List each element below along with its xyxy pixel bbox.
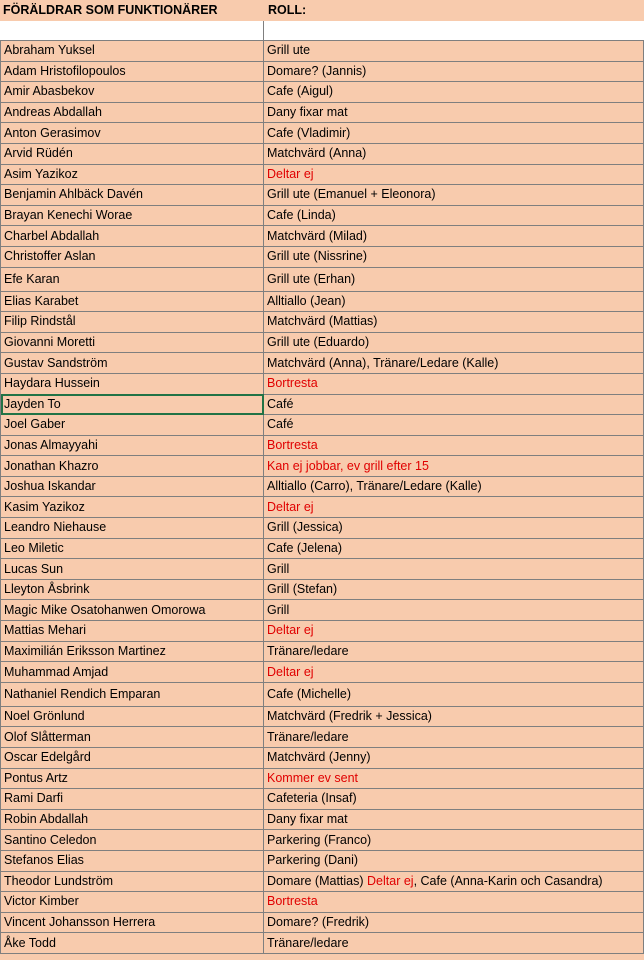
table-row (1, 226, 644, 247)
role-text: Café (267, 396, 294, 411)
role-cell[interactable] (264, 332, 644, 353)
table-row (1, 809, 644, 830)
role-cell[interactable] (264, 871, 644, 892)
table-row (1, 579, 644, 600)
role-cell[interactable] (264, 748, 644, 769)
name-cell[interactable]: Brayan Kenechi Worae (1, 205, 264, 226)
role-text: Grill ute (267, 43, 311, 58)
role-text: , Cafe (Anna-Karin och Casandra) (413, 873, 603, 888)
table-row (1, 246, 644, 267)
role-text: Kan ej jobbar, ev grill efter 15 (267, 458, 429, 473)
name-cell[interactable]: Jayden To (1, 394, 264, 415)
name-cell[interactable]: Kasim Yazikoz (1, 497, 264, 518)
table-row (1, 768, 644, 789)
name-cell[interactable]: Nathaniel Rendich Emparan (1, 682, 264, 706)
role-text: Deltar ej (267, 623, 314, 638)
name-cell[interactable]: Jonas Almayyahi (1, 435, 264, 456)
role-cell[interactable] (264, 641, 644, 662)
header-role[interactable]: ROLL: (268, 3, 307, 17)
table-row (1, 748, 644, 769)
name-cell[interactable]: Noel Grönlund (1, 706, 264, 727)
table-row (1, 185, 644, 206)
table-row (1, 415, 644, 436)
table-row (1, 205, 644, 226)
role-cell[interactable] (264, 830, 644, 851)
role-cell[interactable] (264, 291, 644, 312)
table-row (1, 538, 644, 559)
role-text: Grill ute (Emanuel + Eleonora) (267, 187, 436, 202)
role-cell[interactable] (264, 538, 644, 559)
name-cell[interactable]: Pontus Artz (1, 768, 264, 789)
role-text: Grill ute (Nissrine) (267, 249, 368, 264)
table-row (1, 394, 644, 415)
role-text: Deltar ej (367, 873, 414, 888)
role-cell[interactable] (264, 41, 644, 62)
role-cell[interactable] (264, 312, 644, 333)
role-cell[interactable] (264, 123, 644, 144)
table-row (1, 61, 644, 82)
roster-table (0, 40, 644, 954)
table-row (1, 641, 644, 662)
name-cell[interactable]: Andreas Abdallah (1, 102, 264, 123)
table-row (1, 559, 644, 580)
name-cell[interactable]: Christoffer Aslan (1, 246, 264, 267)
name-cell[interactable]: Santino Celedon (1, 830, 264, 851)
name-cell[interactable]: Leo Miletic (1, 538, 264, 559)
table-row (1, 164, 644, 185)
role-text: Café (267, 417, 294, 432)
name-cell[interactable]: Filip Rindstål (1, 312, 264, 333)
role-text: Deltar ej (267, 664, 314, 679)
role-text: Matchvärd (Fredrik + Jessica) (267, 709, 432, 724)
role-text: Cafe (Jelena) (267, 540, 343, 555)
role-text: Bortresta (267, 894, 318, 909)
name-cell[interactable]: Arvid Rüdén (1, 143, 264, 164)
table-row (1, 727, 644, 748)
role-cell[interactable] (264, 456, 644, 477)
table-row (1, 123, 644, 144)
name-cell[interactable]: Charbel Abdallah (1, 226, 264, 247)
role-cell[interactable] (264, 435, 644, 456)
role-cell[interactable] (264, 267, 644, 291)
name-cell[interactable]: Olof Slåtterman (1, 727, 264, 748)
table-row (1, 912, 644, 933)
role-cell[interactable] (264, 850, 644, 871)
role-text: Cafe (Linda) (267, 208, 336, 223)
name-cell[interactable]: Robin Abdallah (1, 809, 264, 830)
name-cell[interactable]: Leandro Niehause (1, 518, 264, 539)
table-row (1, 291, 644, 312)
role-text: Grill (Jessica) (267, 520, 343, 535)
role-cell[interactable] (264, 246, 644, 267)
role-text: Grill ute (Erhan) (267, 271, 356, 286)
name-cell[interactable]: Anton Gerasimov (1, 123, 264, 144)
role-text: Bortresta (267, 437, 318, 452)
role-text: Cafe (Michelle) (267, 686, 352, 701)
table-row (1, 518, 644, 539)
role-text: Alltiallo (Jean) (267, 293, 346, 308)
blank-row (0, 21, 644, 40)
name-cell[interactable]: Stefanos Elias (1, 850, 264, 871)
table-row (1, 476, 644, 497)
table-row (1, 102, 644, 123)
role-text: Domare? (Fredrik) (267, 915, 370, 930)
role-cell[interactable] (264, 809, 644, 830)
name-cell[interactable]: Oscar Edelgård (1, 748, 264, 769)
table-row (1, 353, 644, 374)
role-cell[interactable] (264, 226, 644, 247)
role-cell[interactable] (264, 353, 644, 374)
role-text: Tränare/ledare (267, 935, 349, 950)
name-cell[interactable]: Theodor Lundström (1, 871, 264, 892)
name-cell[interactable]: Joshua Iskandar (1, 476, 264, 497)
name-cell[interactable]: Magic Mike Osatohanwen Omorowa (1, 600, 264, 621)
role-cell[interactable] (264, 205, 644, 226)
role-cell[interactable] (264, 789, 644, 810)
table-row (1, 892, 644, 913)
role-cell[interactable] (264, 933, 644, 954)
role-text: Cafe (Vladimir) (267, 125, 351, 140)
role-cell[interactable] (264, 706, 644, 727)
role-text: Cafe (Aigul) (267, 84, 333, 99)
role-cell[interactable] (264, 682, 644, 706)
role-cell[interactable] (264, 912, 644, 933)
name-cell[interactable]: Lucas Sun (1, 559, 264, 580)
name-cell[interactable]: Giovanni Moretti (1, 332, 264, 353)
role-text: Matchvärd (Jenny) (267, 750, 371, 765)
role-cell[interactable] (264, 621, 644, 642)
table-row (1, 312, 644, 333)
name-cell[interactable]: Amir Abasbekov (1, 82, 264, 103)
role-cell[interactable] (264, 579, 644, 600)
role-text: Deltar ej (267, 166, 314, 181)
role-cell[interactable] (264, 768, 644, 789)
name-cell[interactable]: Haydara Hussein (1, 373, 264, 394)
role-text: Grill (267, 561, 290, 576)
name-cell[interactable]: Asim Yazikoz (1, 164, 264, 185)
role-cell[interactable] (264, 185, 644, 206)
role-cell[interactable] (264, 559, 644, 580)
table-row (1, 41, 644, 62)
name-cell[interactable]: Gustav Sandström (1, 353, 264, 374)
table-row (1, 789, 644, 810)
role-text: Domare (Mattias) (267, 873, 368, 888)
name-cell[interactable]: Abraham Yuksel (1, 41, 264, 62)
name-cell[interactable]: Joel Gaber (1, 415, 264, 436)
role-text: Matchvärd (Mattias) (267, 314, 378, 329)
role-cell[interactable] (264, 102, 644, 123)
role-cell[interactable] (264, 892, 644, 913)
table-row (1, 497, 644, 518)
role-cell[interactable] (264, 394, 644, 415)
role-text: Matchvärd (Anna) (267, 146, 367, 161)
role-cell[interactable] (264, 143, 644, 164)
role-cell[interactable] (264, 82, 644, 103)
table-row (1, 662, 644, 683)
name-cell[interactable]: Rami Darfi (1, 789, 264, 810)
role-text: Parkering (Dani) (267, 853, 359, 868)
role-text: Kommer ev sent (267, 770, 359, 785)
table-row (1, 456, 644, 477)
role-text: Parkering (Franco) (267, 832, 372, 847)
table-row (1, 600, 644, 621)
role-text: Matchvärd (Milad) (267, 228, 368, 243)
role-text: Matchvärd (Anna), Tränare/Ledare (Kalle) (267, 355, 499, 370)
table-row (1, 830, 644, 851)
blank-cell[interactable] (0, 21, 264, 40)
role-text: Tränare/ledare (267, 643, 349, 658)
name-cell[interactable]: Victor Kimber (1, 892, 264, 913)
role-text: Domare? (Jannis) (267, 63, 367, 78)
role-text: Dany fixar mat (267, 812, 348, 827)
name-cell[interactable]: Adam Hristofilopoulos (1, 61, 264, 82)
roster-body (1, 41, 644, 954)
role-text: Cafeteria (Insaf) (267, 791, 357, 806)
name-cell[interactable]: Mattias Mehari (1, 621, 264, 642)
role-cell[interactable] (264, 518, 644, 539)
role-text: Dany fixar mat (267, 105, 348, 120)
role-cell[interactable] (264, 61, 644, 82)
role-cell[interactable] (264, 415, 644, 436)
role-text: Deltar ej (267, 499, 314, 514)
role-text: Grill (Stefan) (267, 582, 338, 597)
header-parents[interactable]: FÖRÄLDRAR SOM FUNKTIONÄRER (3, 3, 218, 17)
table-row (1, 373, 644, 394)
role-text: Grill ute (Eduardo) (267, 335, 370, 350)
name-cell[interactable]: Maximilián Eriksson Martinez (1, 641, 264, 662)
table-row (1, 933, 644, 954)
name-cell[interactable]: Vincent Johansson Herrera (1, 912, 264, 933)
name-cell[interactable]: Benjamin Ahlbäck Davén (1, 185, 264, 206)
role-cell[interactable] (264, 476, 644, 497)
name-cell[interactable]: Efe Karan (1, 267, 264, 291)
name-cell[interactable]: Jonathan Khazro (1, 456, 264, 477)
table-row (1, 682, 644, 706)
name-cell[interactable]: Lleyton Åsbrink (1, 579, 264, 600)
role-text: Bortresta (267, 376, 318, 391)
header-row (0, 0, 644, 21)
role-cell[interactable] (264, 497, 644, 518)
table-row (1, 332, 644, 353)
name-cell[interactable]: Elias Karabet (1, 291, 264, 312)
role-cell[interactable] (264, 662, 644, 683)
role-cell[interactable] (264, 164, 644, 185)
role-text: Alltiallo (Carro), Tränare/Ledare (Kalle) (267, 479, 482, 494)
role-cell[interactable] (264, 727, 644, 748)
table-row (1, 82, 644, 103)
role-text: Grill (267, 602, 290, 617)
table-row (1, 621, 644, 642)
name-cell[interactable]: Åke Todd (1, 933, 264, 954)
table-row (1, 871, 644, 892)
table-row (1, 143, 644, 164)
role-cell[interactable] (264, 600, 644, 621)
blank-cell[interactable] (264, 21, 644, 40)
role-cell[interactable] (264, 373, 644, 394)
table-row (1, 267, 644, 291)
name-cell[interactable]: Muhammad Amjad (1, 662, 264, 683)
table-row (1, 435, 644, 456)
table-row (1, 850, 644, 871)
table-row (1, 706, 644, 727)
role-text: Tränare/ledare (267, 729, 349, 744)
